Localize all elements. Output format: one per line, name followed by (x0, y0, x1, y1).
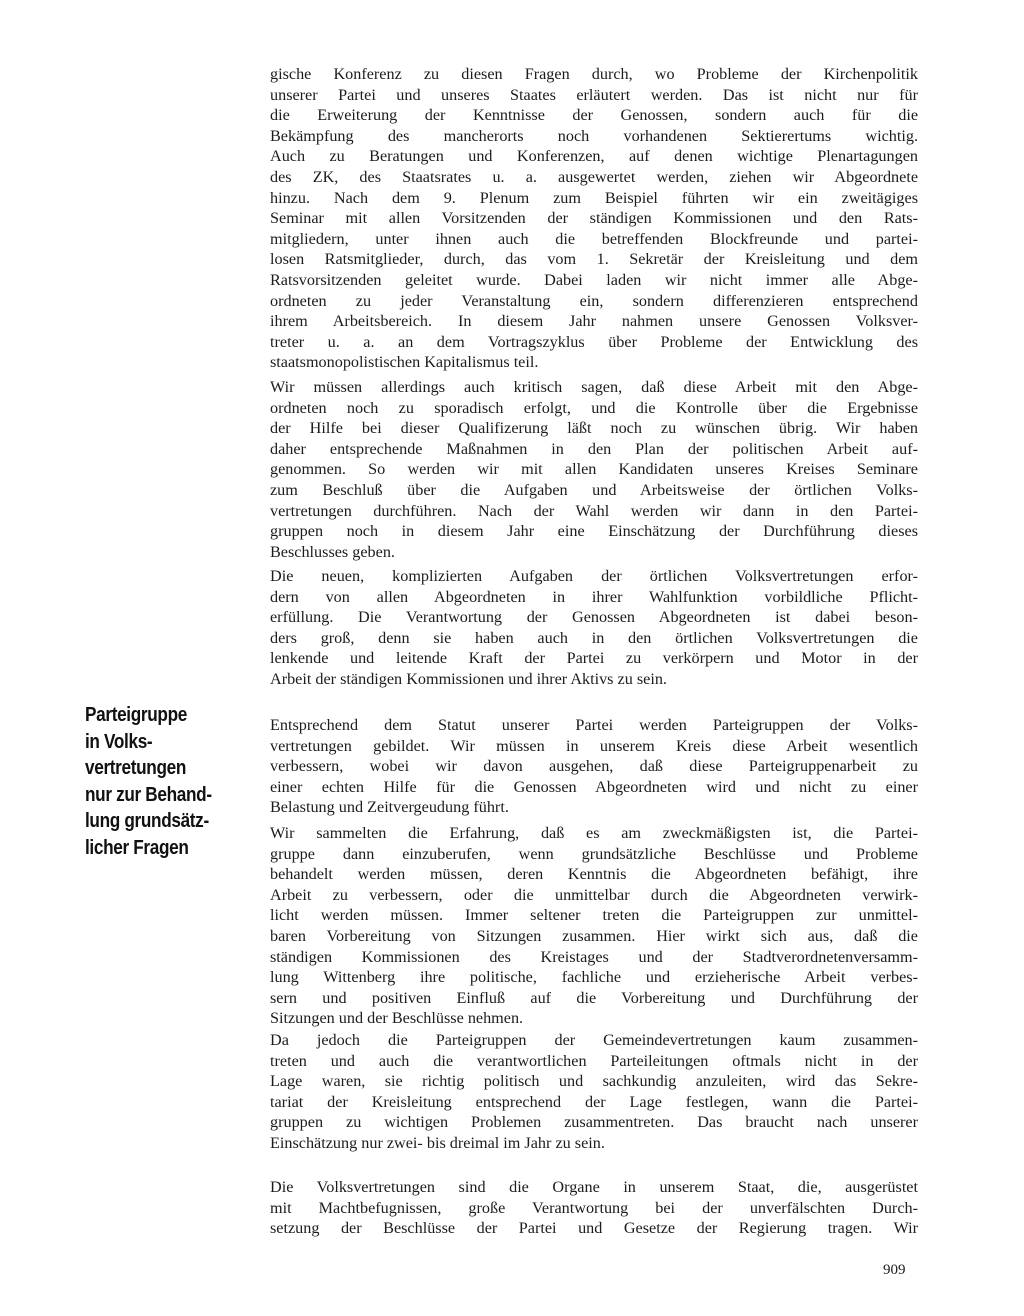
text-line: lenkende und leitende Kraft der Partei zu verkörpern und Motor in der (270, 649, 918, 668)
text-line: Beschlusses geben. (270, 542, 395, 561)
heading-line: in Volks- (85, 730, 153, 753)
text-line: Entsprechend dem Statut unserer Partei werden Parteigruppen der Volks- (270, 716, 918, 734)
text-line: staatsmonopolistischen Kapitalismus teil. (270, 353, 539, 372)
text-line: Belastung und Zeitvergeudung führt. (270, 798, 509, 817)
text-line: baren Vorbereitung von Sitzungen zusammen. Hier wirkt sich aus, daß die (270, 926, 918, 945)
text-line: Auch zu Beratungen und Konferenzen, auf denen wichtige Plenartagungen (270, 147, 918, 166)
text-line: daher entsprechende Maßnahmen in den Plan der politischen Arbeit auf- (270, 439, 918, 458)
text-line: Sitzungen und der Beschlüsse nehmen. (270, 1009, 524, 1028)
margin-heading (85, 702, 231, 861)
text-line: gruppe dann einzuberufen, wenn grundsätzliche Beschlüsse und Probleme (270, 844, 918, 863)
text-line: behandelt werden müssen, deren Kenntnis die Abgeordneten befähigt, ihre (270, 865, 918, 884)
text-line: gruppen noch in diesem Jahr eine Einschätzung der Durchführung dieses (270, 522, 918, 541)
text-line: Ratsvorsitzenden geleitet wurde. Dabei laden wir nicht immer alle Abge- (270, 270, 918, 289)
text-line: Die neuen, komplizierten Aufgaben der örtlichen Volksvertretungen erfor- (270, 567, 918, 585)
heading-line: vertretungen (85, 757, 187, 779)
text-line: Da jedoch die Parteigruppen der Gemeindevertretungen kaum zusammen- (270, 1031, 918, 1049)
text-line: gische Konferenz zu diesen Fragen durch, wo Probleme der Kirchenpolitik (270, 65, 918, 83)
text-line: sern und positiven Einfluß auf die Vorbereitung und Durchführung der (270, 988, 918, 1007)
text-line: Wir sammelten die Erfahrung, daß es am zweckmäßigsten ist, die Partei- (270, 824, 918, 842)
text-line: des ZK, des Staatsrates u. a. ausgewertet werden, ziehen wir Abgeordnete (270, 167, 918, 186)
text-line: Einschätzung nur zwei- bis dreimal im Jahr zu sein. (270, 1133, 605, 1152)
paragraph-7 (270, 1177, 918, 1239)
text-line: Lage waren, sie richtig politisch und sachkundig anzuleiten, wird das Sekre- (270, 1072, 918, 1091)
text-line: ordneten zu jeder Veranstaltung ein, sondern differenzieren entsprechend (270, 291, 918, 310)
text-line: lung Wittenberg ihre politische, fachliche und erzieherische Arbeit verbes- (270, 968, 918, 987)
text-line: vertretungen gebildet. Wir müssen in unserem Kreis diese Arbeit wesentlich (270, 736, 918, 755)
text-line: genommen. So werden wir mit allen Kandidaten unseres Kreises Seminare (270, 460, 918, 479)
text-line: die Erweiterung der Kenntnisse der Genossen, sondern auch für die (270, 106, 918, 125)
text-line: ständigen Kommissionen des Kreistages und der Stadtverordnetenversamm- (270, 947, 918, 966)
heading-line: Parteigruppe (85, 704, 187, 726)
text-line: zum Beschluß über die Aufgaben und Arbeitsweise der örtlichen Volks- (270, 480, 918, 499)
text-line: losen Ratsmitglieder, durch, das vom 1. Sekretär der Kreisleitung und dem (270, 250, 918, 269)
paragraph-3 (270, 566, 918, 690)
heading-line: lung grundsätz- (85, 810, 209, 832)
text-line: mit Machtbefugnissen, große Verantwortung bei der unverfälschten Durch- (270, 1198, 918, 1217)
text-line: Wir müssen allerdings auch kritisch sagen, daß diese Arbeit mit den Abge- (270, 378, 918, 396)
text-line: Arbeit zu verbessern, oder die unmittelbar durch die Abgeordneten verwirk- (270, 885, 918, 904)
text-line: der Hilfe bei dieser Qualifizerung läßt noch zu wünschen übrig. Wir haben (270, 419, 918, 438)
paragraph-1 (270, 64, 918, 373)
heading-line: nur zur Behand- (85, 783, 212, 806)
text-line: mitgliedern, unter ihnen auch die betreffenden Blockfreunde und partei- (270, 229, 918, 248)
text-line: tariat der Kreisleitung entsprechend der Lage festlegen, wann die Partei- (270, 1092, 918, 1111)
text-line: treter u. a. an dem Vortragszyklus über Probleme der Entwicklung des (270, 332, 918, 351)
text-line: Die Volksvertretungen sind die Organe in unserem Staat, die, ausgerüstet (270, 1178, 918, 1196)
page-number: 909 (883, 1262, 906, 1278)
text-line: hinzu. Nach dem 9. Plenum zum Beispiel führten wir ein zweitägiges (270, 188, 918, 207)
paragraph-4 (270, 715, 918, 818)
text-line: ihrem Arbeitsbereich. In diesem Jahr nahmen unsere Genossen Volksver- (270, 312, 918, 331)
text-line: Bekämpfung des mancherorts noch vorhandenen Sektierertums wichtig. (270, 126, 918, 145)
paragraph-2 (270, 377, 918, 562)
text-line: treten und auch die verantwortlichen Parteileitungen oftmals nicht in der (270, 1051, 918, 1070)
text-line: gruppen zu wichtigen Problemen zusammentreten. Das braucht nach unserer (270, 1113, 918, 1132)
text-line: setzung der Beschlüsse der Partei und Gesetze der Regierung tragen. Wir (270, 1219, 918, 1238)
text-line: ders groß, denn sie haben auch in den örtlichen Volksvertretungen die (270, 628, 918, 647)
text-line: einer echten Hilfe für die Genossen Abgeordneten wird und nicht zu einer (270, 777, 918, 796)
paragraph-6 (270, 1030, 918, 1154)
text-line: vertretungen durchführen. Nach der Wahl werden wir dann in den Partei- (270, 501, 918, 520)
text-line: ordneten noch zu sporadisch erfolgt, und die Kontrolle über die Ergebnisse (270, 398, 918, 417)
heading-line: licher Fragen (85, 836, 189, 859)
text-line: verbessern, wobei wir davon ausgehen, daß diese Parteigruppenarbeit zu (270, 757, 918, 776)
text-line: erfüllung. Die Verantwortung der Genossen Abgeordneten ist dabei beson- (270, 608, 918, 627)
text-line: unserer Partei und unseres Staates erläutert werden. Das ist nicht nur für (270, 85, 918, 104)
text-line: Seminar mit allen Vorsitzenden der ständigen Kommissionen und den Rats- (270, 209, 918, 228)
paragraph-5 (270, 823, 918, 1029)
text-line: dern von allen Abgeordneten in ihrer Wahlfunktion vorbildliche Pflicht- (270, 587, 918, 606)
text-line: licht werden müssen. Immer seltener treten die Parteigruppen zur unmittel- (270, 906, 918, 925)
text-line: Arbeit der ständigen Kommissionen und ihrer Aktivs zu sein. (270, 669, 667, 688)
